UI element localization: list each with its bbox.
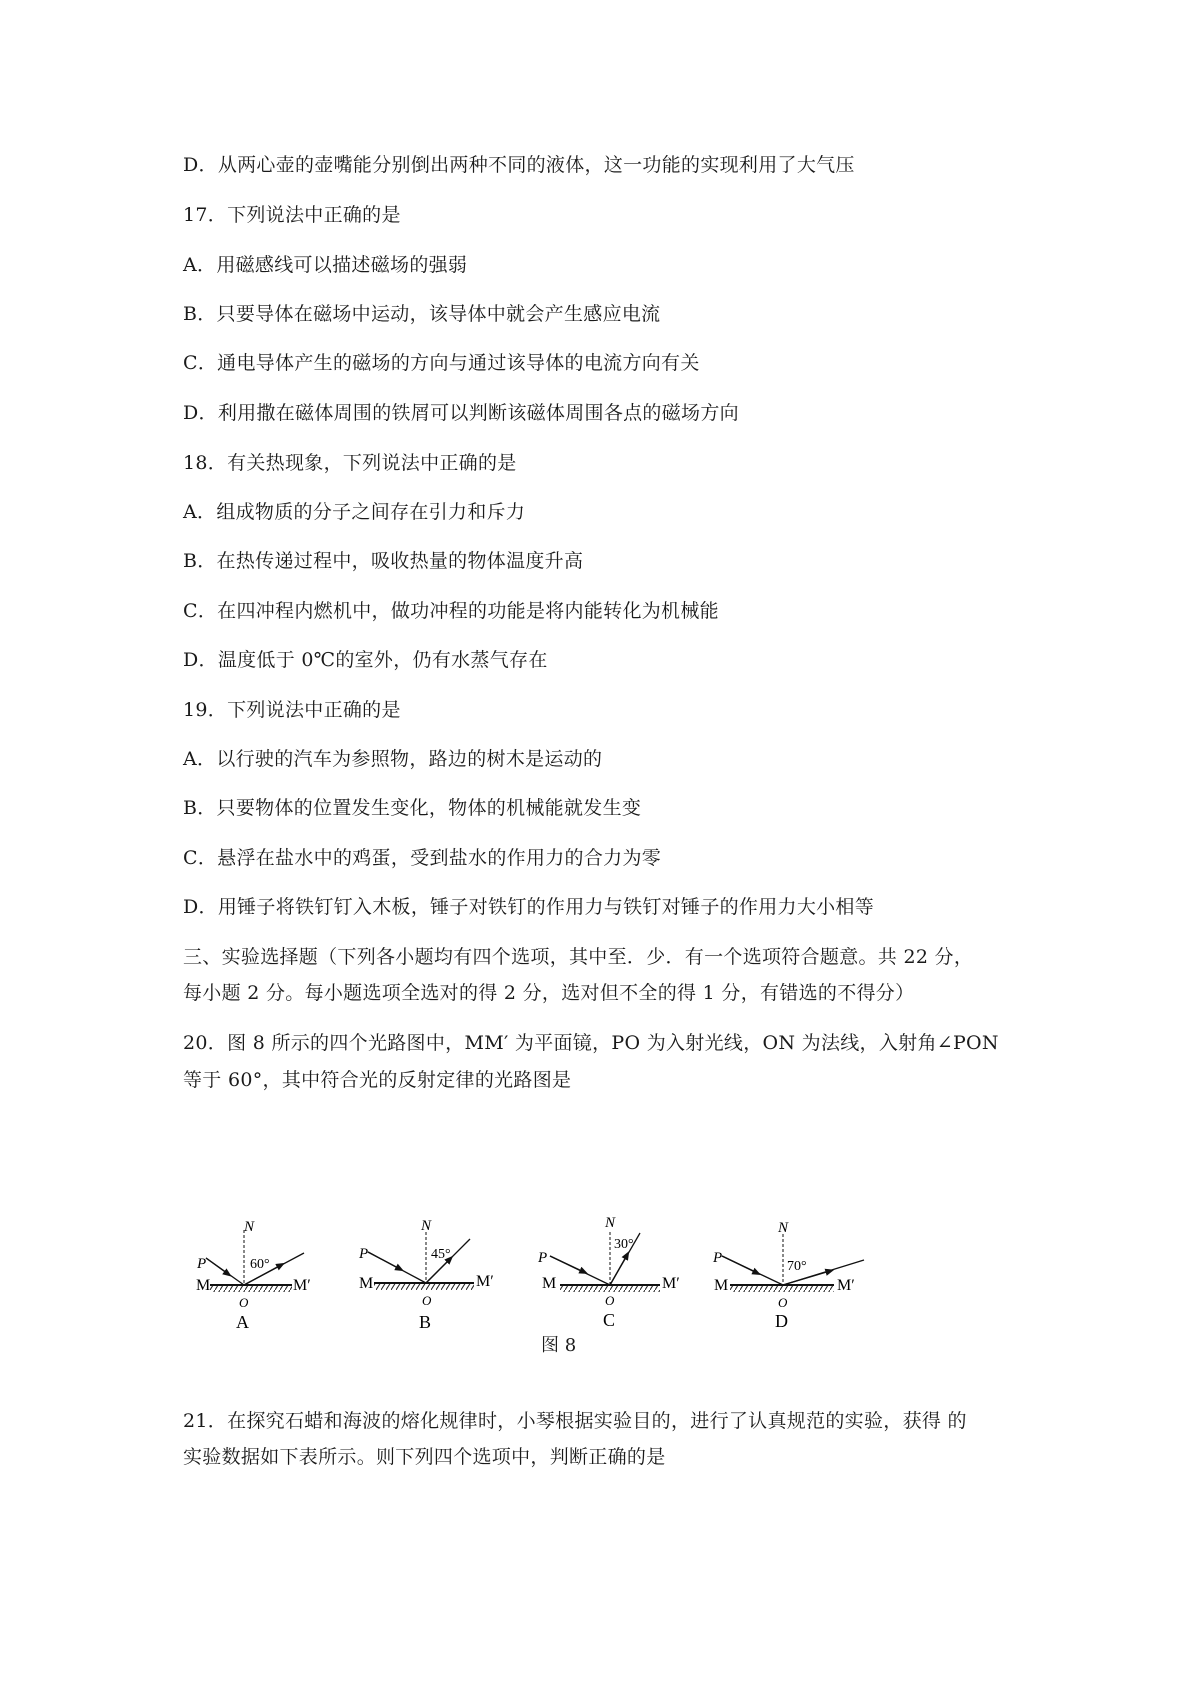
label-n: N — [421, 1218, 432, 1234]
label-m: M — [359, 1275, 374, 1292]
label-m: M — [196, 1277, 211, 1294]
panel-letter: C — [603, 1310, 616, 1330]
label-o: O — [239, 1295, 249, 1310]
mirror-hatch — [730, 1285, 834, 1292]
panel-letter: D — [775, 1311, 788, 1331]
question-21-cont: 实验数据如下表所示。则下列四个选项中，判断正确的是 — [183, 1446, 666, 1468]
label-m-prime: M′ — [662, 1275, 680, 1292]
incident-arrow — [368, 1252, 400, 1269]
option-16-d: D．从两心壶的壶嘴能分别倒出两种不同的液体，这一功能的实现利用了大气压 — [183, 154, 855, 176]
question-20: 20．图 8 所示的四个光路图中，MM′ 为平面镜，PO 为入射光线，ON 为法线，入射角∠PON — [183, 1032, 999, 1054]
label-p: P — [359, 1246, 369, 1262]
label-m-prime: M′ — [476, 1273, 494, 1290]
option-19-a: A．以行驶的汽车为参照物，路边的树木是运动的 — [183, 748, 603, 770]
option-17-a: A．用磁感线可以描述磁场的强弱 — [183, 254, 468, 276]
angle-label: 60° — [250, 1257, 270, 1272]
angle-label: 70° — [787, 1259, 807, 1274]
question-20-cont: 等于 60°，其中符合光的反射定律的光路图是 — [183, 1069, 572, 1091]
label-m-prime: M′ — [293, 1277, 311, 1294]
incident-arrow — [206, 1258, 228, 1274]
question-21: 21．在探究石蜡和海波的熔化规律时，小琴根据实验目的，进行了认真规范的实验，获得 的 — [183, 1410, 967, 1432]
figure-caption: 图 8 — [541, 1335, 577, 1356]
option-19-c: C．悬浮在盐水中的鸡蛋，受到盐水的作用力的合力为零 — [183, 847, 662, 869]
question-18: 18．有关热现象，下列说法中正确的是 — [183, 452, 517, 474]
label-p: P — [197, 1256, 207, 1272]
incident-arrow — [722, 1256, 757, 1273]
section-3-heading: 三、实验选择题（下列各小题均有四个选项，其中至．少．有一个选项符合题意。共 22 分， — [183, 946, 974, 968]
option-18-a: A．组成物质的分子之间存在引力和斥力 — [183, 501, 526, 523]
mirror-hatch — [210, 1285, 292, 1292]
label-m-prime: M′ — [837, 1277, 855, 1294]
question-17: 17．下列说法中正确的是 — [183, 204, 401, 226]
mirror-hatch — [560, 1285, 660, 1292]
reflected-arrow — [610, 1255, 627, 1285]
panel-letter: B — [419, 1312, 432, 1332]
panel-b — [358, 1218, 494, 1332]
label-o: O — [778, 1295, 788, 1310]
angle-label: 45° — [431, 1247, 451, 1262]
option-18-b: B．在热传递过程中，吸收热量的物体温度升高 — [183, 550, 584, 572]
label-n: N — [778, 1220, 789, 1236]
option-19-b: B．只要物体的位置发生变化，物体的机械能就发生变 — [183, 797, 642, 819]
section-3-heading-cont: 每小题 2 分。每小题选项全选对的得 2 分，选对但不全的得 1 分，有错选的不得分） — [183, 982, 915, 1004]
mirror-hatch — [374, 1283, 474, 1290]
option-17-c: C．通电导体产生的磁场的方向与通过该导体的电流方向有关 — [183, 352, 700, 374]
label-p: P — [713, 1250, 723, 1266]
label-o: O — [422, 1293, 432, 1308]
panel-d — [712, 1220, 864, 1331]
reflected-arrow — [426, 1259, 450, 1283]
option-18-c: C．在四冲程内燃机中，做功冲程的功能是将内能转化为机械能 — [183, 600, 719, 622]
label-n: N — [244, 1219, 255, 1235]
label-o: O — [605, 1293, 615, 1308]
option-17-b: B．只要导体在磁场中运动，该导体中就会产生感应电流 — [183, 303, 661, 325]
panel-c — [537, 1215, 680, 1330]
label-m: M — [542, 1275, 557, 1292]
label-p: P — [538, 1250, 548, 1266]
angle-label: 30° — [614, 1237, 634, 1252]
option-17-d: D．利用撒在磁体周围的铁屑可以判断该磁体周围各点的磁场方向 — [183, 402, 739, 424]
label-m: M — [714, 1277, 729, 1294]
label-n: N — [605, 1215, 616, 1231]
option-18-d: D．温度低于 0℃的室外，仍有水蒸气存在 — [183, 649, 548, 671]
panel-a — [196, 1219, 311, 1332]
option-19-d: D．用锤子将铁钉钉入木板，锤子对铁钉的作用力与铁钉对锤子的作用力大小相等 — [183, 896, 875, 918]
question-19: 19．下列说法中正确的是 — [183, 699, 401, 721]
panel-letter: A — [236, 1312, 249, 1332]
incident-arrow — [550, 1256, 584, 1272]
